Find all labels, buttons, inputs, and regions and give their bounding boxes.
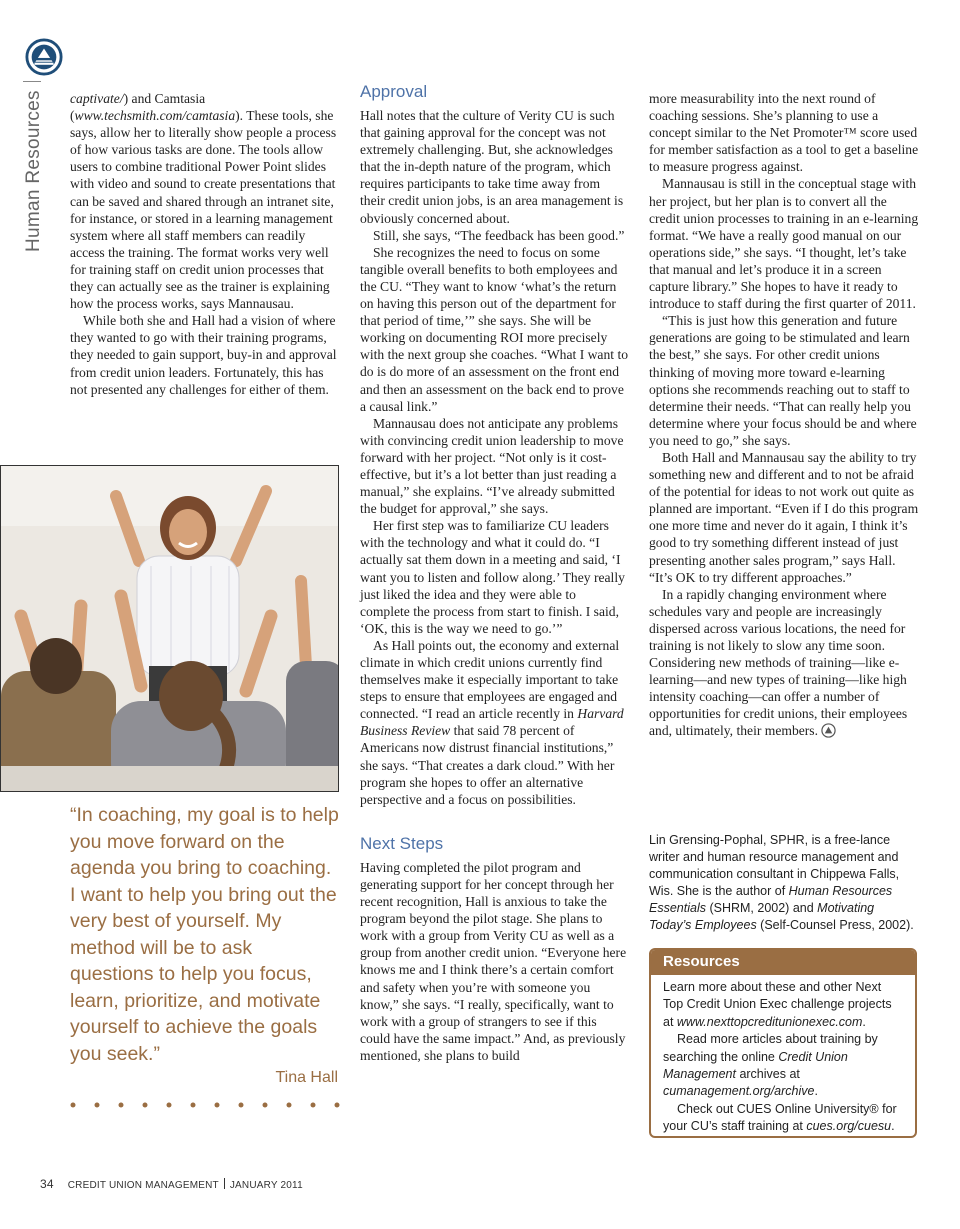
col1-paragraph-1: captivate/) and Camtasia (www.techsmith.com/camtasia). These tools, she says, allow her to literally show people a process of how various tasks are done. The tools allow users to combine traditional Power Point slides with video and sound to create presentations that can be saved and shared through an intranet site, for instance, or stored in a learning management system where all staff members can readily access the training. The format works very well for training staff on credit union processes that they can actually see as the trainer is explaining how the process works, says Mannausau. — [70, 91, 337, 312]
pull-quote-author: Tina Hall — [275, 1069, 338, 1086]
article-photo — [0, 465, 339, 792]
column-1 — [70, 90, 338, 398]
column-2 — [360, 82, 628, 1064]
resources-body — [651, 975, 915, 1138]
page-footer — [40, 1177, 303, 1191]
resources-title: Resources — [651, 950, 915, 975]
link-cumanagement-archive[interactable]: cumanagement.org/archive — [663, 1084, 815, 1099]
col3-paragraph-2: Mannausau is still in the conceptual stage with her project, but her plan is to convert all the credit union processes to training in an e-learning format. “We have a really good manual on our operations side,” she says. “I thought, let’s take that manual and let’s produce it in a screen capture library.” She hopes to have it ready to introduce to staff during the first quarter of 2011. — [649, 176, 919, 312]
resources-item-3: Check out CUES Online University® for your CU’s staff training at cues.org/cuesu. — [663, 1101, 897, 1134]
col2-paragraph-3: She recognizes the need to focus on some tangible overall benefits to both employees and the CU. “They want to know ‘what’s the return on having this person out of the department for that period of time,’” she says. She will be working on documenting ROI more precisely with the next group she coaches. “What I want to do is do more of an assessment on the front end and then an assessment on the back end to prove a causal link.” — [360, 244, 629, 414]
section-label-divider — [23, 81, 41, 82]
heading-approval: Approval — [360, 82, 428, 101]
col2-paragraph-6: As Hall points out, the economy and external climate in which credit unions currently find themselves make it especially important to take steps to ensure that employees are engaged and connected. “I read an article recently in Harvard Business Review that said 78 percent of Americans now distrust financial institutions,” she says. “That creates a dark cloud.” With her program she hopes to offer an alternative perspective and a focus on possibilities. — [360, 637, 624, 807]
pull-quote: “In coaching, my goal is to help you move forward on the agenda you bring to coaching. I want to help you bring out the very best of yourself. My method will be to ask questions to help you focus, learn, prioritize, and motivate yourself to achieve the goals you seek.” — [70, 804, 339, 1065]
col2-paragraph-5: Her first step was to familiarize CU leaders with the technology and what it could do. “I actually sat them down in a meeting and said, ‘I want you to listen and follow along.’ They really just liked the idea and they were able to complete the process from start to finish. I said, ‘OK, this is the way we need to go.’” — [360, 518, 625, 636]
page-number: 34 — [40, 1177, 54, 1191]
resources-item-1: Learn more about these and other Next Top Credit Union Exec challenge projects at www.nexttopcreditunionexec.com. — [663, 980, 892, 1029]
col3-paragraph-1: more measurability into the next round of coaching sessions. She’s planning to use a concept similar to the Net Promoter™ score used for member satisfaction as a tool to get a baseline to measure progress against. — [649, 91, 919, 175]
col2-paragraph-4: Mannausau does not anticipate any problems with convincing credit union leadership to move forward with her project. “Not only is it cost-effective, but it’s a lot better than just reading a manual,” she explains. “I’ve already submitted the budget for approval,” she says. — [360, 415, 624, 517]
resources-box — [649, 948, 917, 1138]
issue-date: JANUARY 2011 — [229, 1180, 303, 1191]
col1-paragraph-2: While both she and Hall had a vision of where they wanted to go with their training programs, they needed to gain support, buy-in and approval from credit union leaders. Fortunately, this has not presented any challenges for either of them. — [70, 313, 337, 397]
col3-paragraph-3: “This is just how this generation and future generations are going to be stimulated and learn the best,” she says. For other credit unions thinking of moving more toward e-learning options she recommends reaching out to staff to determine their needs. “That can really help you determine where your focus should be and where you need to go,” she says. — [649, 313, 917, 448]
end-mark-icon — [821, 723, 836, 738]
section-label: Human Resources — [23, 52, 49, 252]
footer-divider — [224, 1178, 225, 1189]
col2-paragraph-2: Still, she says, “The feedback has been good.” — [373, 227, 625, 243]
resources-item-2: Read more articles about training by searching the online Credit Union Management archives at cumanagement.org/archive. — [663, 1032, 878, 1099]
classroom-celebration-illustration — [1, 466, 339, 792]
col3-paragraph-4: Both Hall and Mannausau say the ability to try something new and different and to not be afraid of the potential for ideas to not work out quite as planned are important. “Even if I do this program one more time and never do it again, I think it’s good to try something different instead of just presenting another sales program,” says Hall. “It’s OK to try different approaches.” — [649, 449, 919, 585]
author-bio: Lin Grensing-Pophal, SPHR, is a free-lance writer and human resource management and communication consultant in Chippewa Falls, Wis. She is the author of Human Resources Essentials (SHRM, 2002) and Motivating Today’s Employees (Self-Counsel Press, 2002). — [649, 833, 914, 933]
column-3 — [649, 90, 919, 740]
publication-name: CREDIT UNION MANAGEMENT — [67, 1180, 219, 1191]
col3-paragraph-5: In a rapidly changing environment where schedules vary and people are increasingly dispersed across various locations, the need for training is not likely to slow any time soon. Considering new methods of training—like e-learning—and new types of training—like high intensity coaching—can offer a number of opportunities for credit unions, their employees and, ultimately, their members. — [649, 586, 908, 739]
heading-next-steps: Next Steps — [360, 833, 444, 853]
link-nexttopcreditunionexec[interactable]: www.nexttopcreditunionexec.com — [676, 1014, 863, 1029]
col2-paragraph-1: Hall notes that the culture of Verity CU is such that gaining approval for the concept was not extremely challenging. But, she acknowledges that the in-depth nature of the program, which requires participants to take time away from their credit union jobs, is an area management is obviously concerned about. — [360, 108, 624, 226]
link-cues-cuesu[interactable]: cues.org/cuesu — [806, 1119, 892, 1134]
col2-paragraph-7: Having completed the pilot program and generating support for her concept through her recent recognition, Hall is anxious to take the program beyond the pilot stage. She plans to work with a group from Verity CU as well as a group from another credit union. “Everyone here knows me and I think there’s a certain comfort and safety when you’re with someone you know,” she says. “I really, specifically, want to work with a group of strangers to see if this could have the same impact.” And, as previously mentioned, she plans to build — [360, 859, 627, 1063]
decorative-dots — [70, 1098, 342, 1112]
